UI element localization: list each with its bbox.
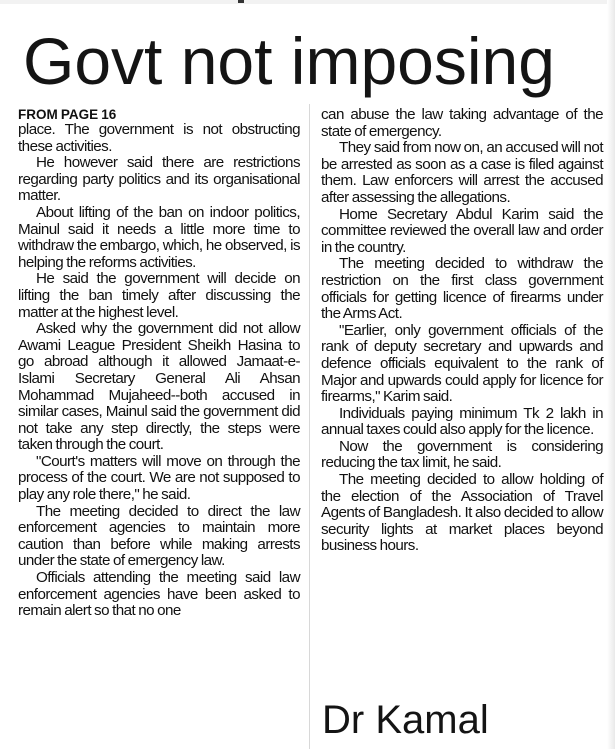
paragraph: "Court's matters will move on through the process of the court. We are not supposed to play any role there," he said. — [18, 452, 300, 504]
article-column-left — [18, 107, 300, 620]
paragraph: He said the government will decide on lifting the ban timely after discussing the matter at the highest level. — [18, 270, 300, 321]
paragraph: Officials attending the meeting said law enforcement agencies have been asked to remain alert so that no one — [18, 569, 300, 620]
column-divider — [309, 104, 310, 749]
paragraph: They said from now on, an accused will not be arrested as soon as a case is filed against them. Law enforcers will arrest the accused after assessing the allegations. — [321, 139, 603, 206]
paragraph: Home Secretary Abdul Karim said the committee reviewed the overall law and order in the country. — [321, 205, 603, 256]
paragraph: "Earlier, only government officials of the rank of deputy secretary and upwards and defence officials equivalent to the rank of Major and upwards could apply for licence for firearms," Karim said. — [321, 321, 603, 406]
jump-label: FROM PAGE 16 — [18, 107, 117, 122]
page-edge-shadow — [607, 0, 615, 749]
paragraph: He however said there are restrictions regarding party politics and its organisational matter. — [18, 154, 300, 205]
cropped-text-fragment — [238, 0, 244, 3]
paragraph: can abuse the law taking advantage of the state of emergency. — [321, 106, 603, 140]
article-headline: Govt not imposing — [23, 24, 555, 98]
top-edge-strip — [0, 0, 615, 4]
next-article-headline: Dr Kamal — [322, 698, 489, 742]
paragraph: The meeting decided to withdraw the restriction on the first class government officials for getting licence of firearms under the Arms Act. — [321, 255, 603, 323]
paragraph: Now the government is considering reducing the tax limit, he said. — [321, 437, 603, 472]
paragraph: Asked why the government did not allow Awami League President Sheikh Hasina to go abroad although it allowed Jamaat-e-Islami Secretary General Ali Ahsan Mohammad Mujaheed--both accused in similar cases, Mainul said the government did not take any step directly, the steps were taken through the court. — [18, 320, 300, 454]
paragraph: Individuals paying minimum Tk 2 lakh in annual taxes could also apply for the licence. — [321, 404, 603, 439]
paragraph: place. The government is not obstructing these activities. — [18, 121, 300, 155]
paragraph: About lifting of the ban on indoor politics, Mainul said it needs a little more time to withdraw the embargo, which, he observed, is helping the reforms activities. — [18, 203, 300, 271]
paragraph: The meeting decided to allow holding of the election of the Association of Travel Agents of Bangladesh. It also decided to allow security lights at market places beyond business hours. — [321, 471, 603, 555]
article-column-right — [321, 107, 603, 555]
paragraph: The meeting decided to direct the law enforcement agencies to maintain more caution than before while making arrests under the state of emergency law. — [18, 502, 300, 570]
